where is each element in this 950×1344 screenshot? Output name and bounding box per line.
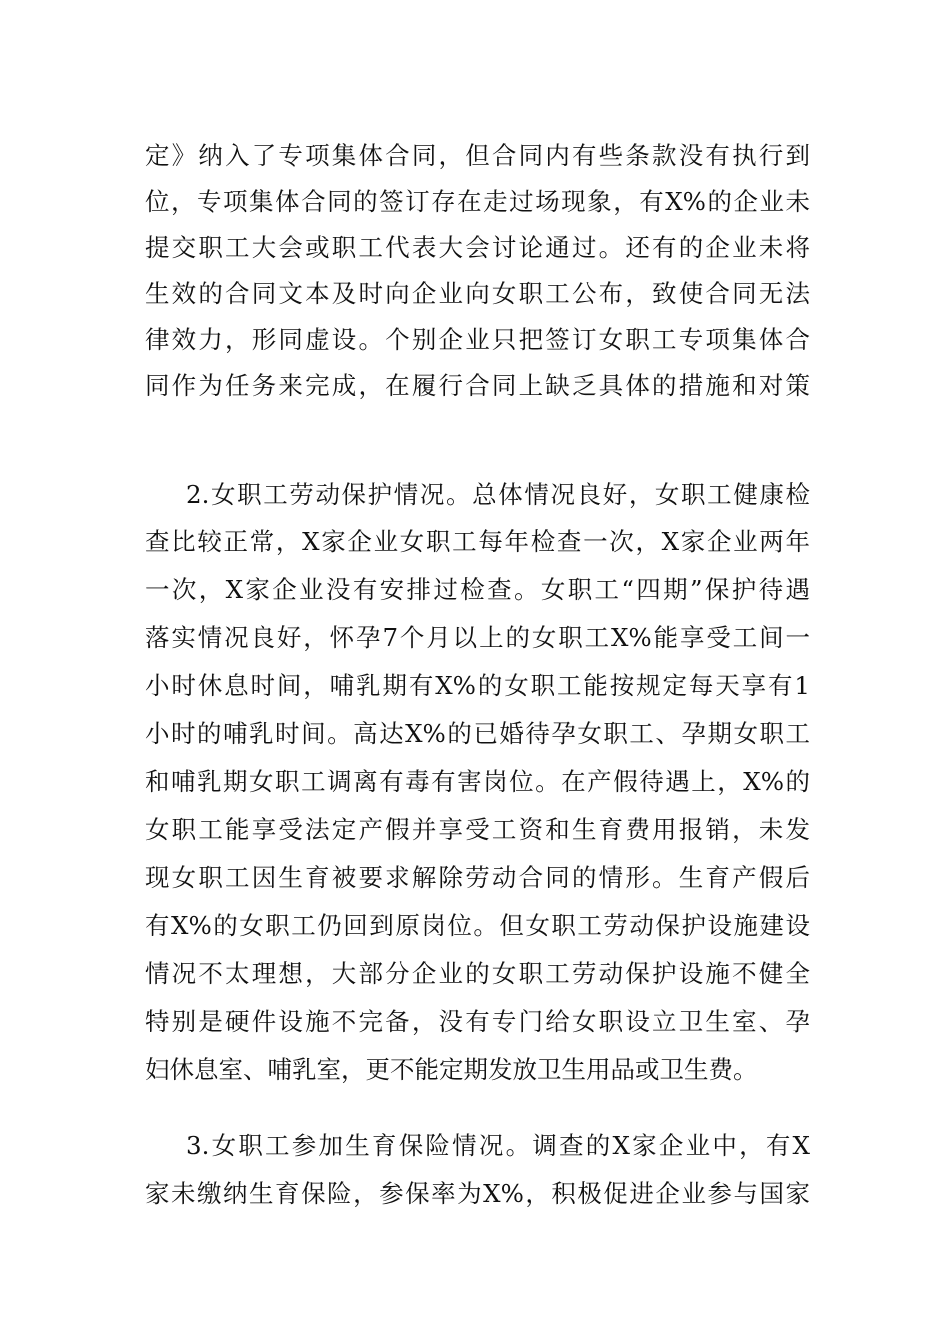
text-line: 查比较正常，X家企业女职工每年检查一次，X家企业两年: [145, 527, 810, 556]
text-line: 女职工能享受法定产假并享受工资和生育费用报销，未发: [145, 815, 810, 844]
text-line: 情况不太理想，大部分企业的女职工劳动保护设施不健全: [145, 959, 810, 988]
text-line: 小时休息时间，哺乳期有X%的女职工能按规定每天享有1: [145, 671, 810, 700]
text-line: 和哺乳期女职工调离有毒有害岗位。在产假待遇上，X%的: [145, 767, 810, 796]
text-line: 特别是硬件设施不完备，没有专门给女职设立卫生室、孕: [145, 1007, 810, 1036]
text-line: 家未缴纳生育保险，参保率为X%，积极促进企业参与国家: [145, 1179, 810, 1208]
text-line: 妇休息室、哺乳室，更不能定期发放卫生用品或卫生费。: [145, 1055, 758, 1084]
section-heading-line: 2.女职工劳动保护情况。总体情况良好，女职工健康检: [186, 480, 810, 509]
text-line: 生效的合同文本及时向企业向女职工公布，致使合同无法: [145, 279, 810, 308]
text-line: 同作为任务来完成，在履行合同上缺乏具体的措施和对策: [145, 371, 810, 400]
text-line: 现女职工因生育被要求解除劳动合同的情形。生育产假后: [145, 863, 810, 892]
text-line: 小时的哺乳时间。高达X%的已婚待孕女职工、孕期女职工: [145, 719, 810, 748]
text-line: 位，专项集体合同的签订存在走过场现象，有X%的企业未: [145, 187, 810, 216]
text-line: 有X%的女职工仍回到原岗位。但女职工劳动保护设施建设: [145, 911, 810, 940]
text-line: 定》纳入了专项集体合同，但合同内有些条款没有执行到: [145, 141, 810, 170]
text-line: 提交职工大会或职工代表大会讨论通过。还有的企业未将: [145, 233, 810, 262]
text-line: 律效力，形同虚设。个别企业只把签订女职工专项集体合: [145, 325, 810, 354]
text-line: 落实情况良好，怀孕7个月以上的女职工X%能享受工间一: [145, 623, 810, 652]
text-line: 一次，X家企业没有安排过检查。女职工“四期”保护待遇: [145, 575, 810, 604]
section-heading-line: 3.女职工参加生育保险情况。调查的X家企业中，有X: [186, 1131, 810, 1160]
